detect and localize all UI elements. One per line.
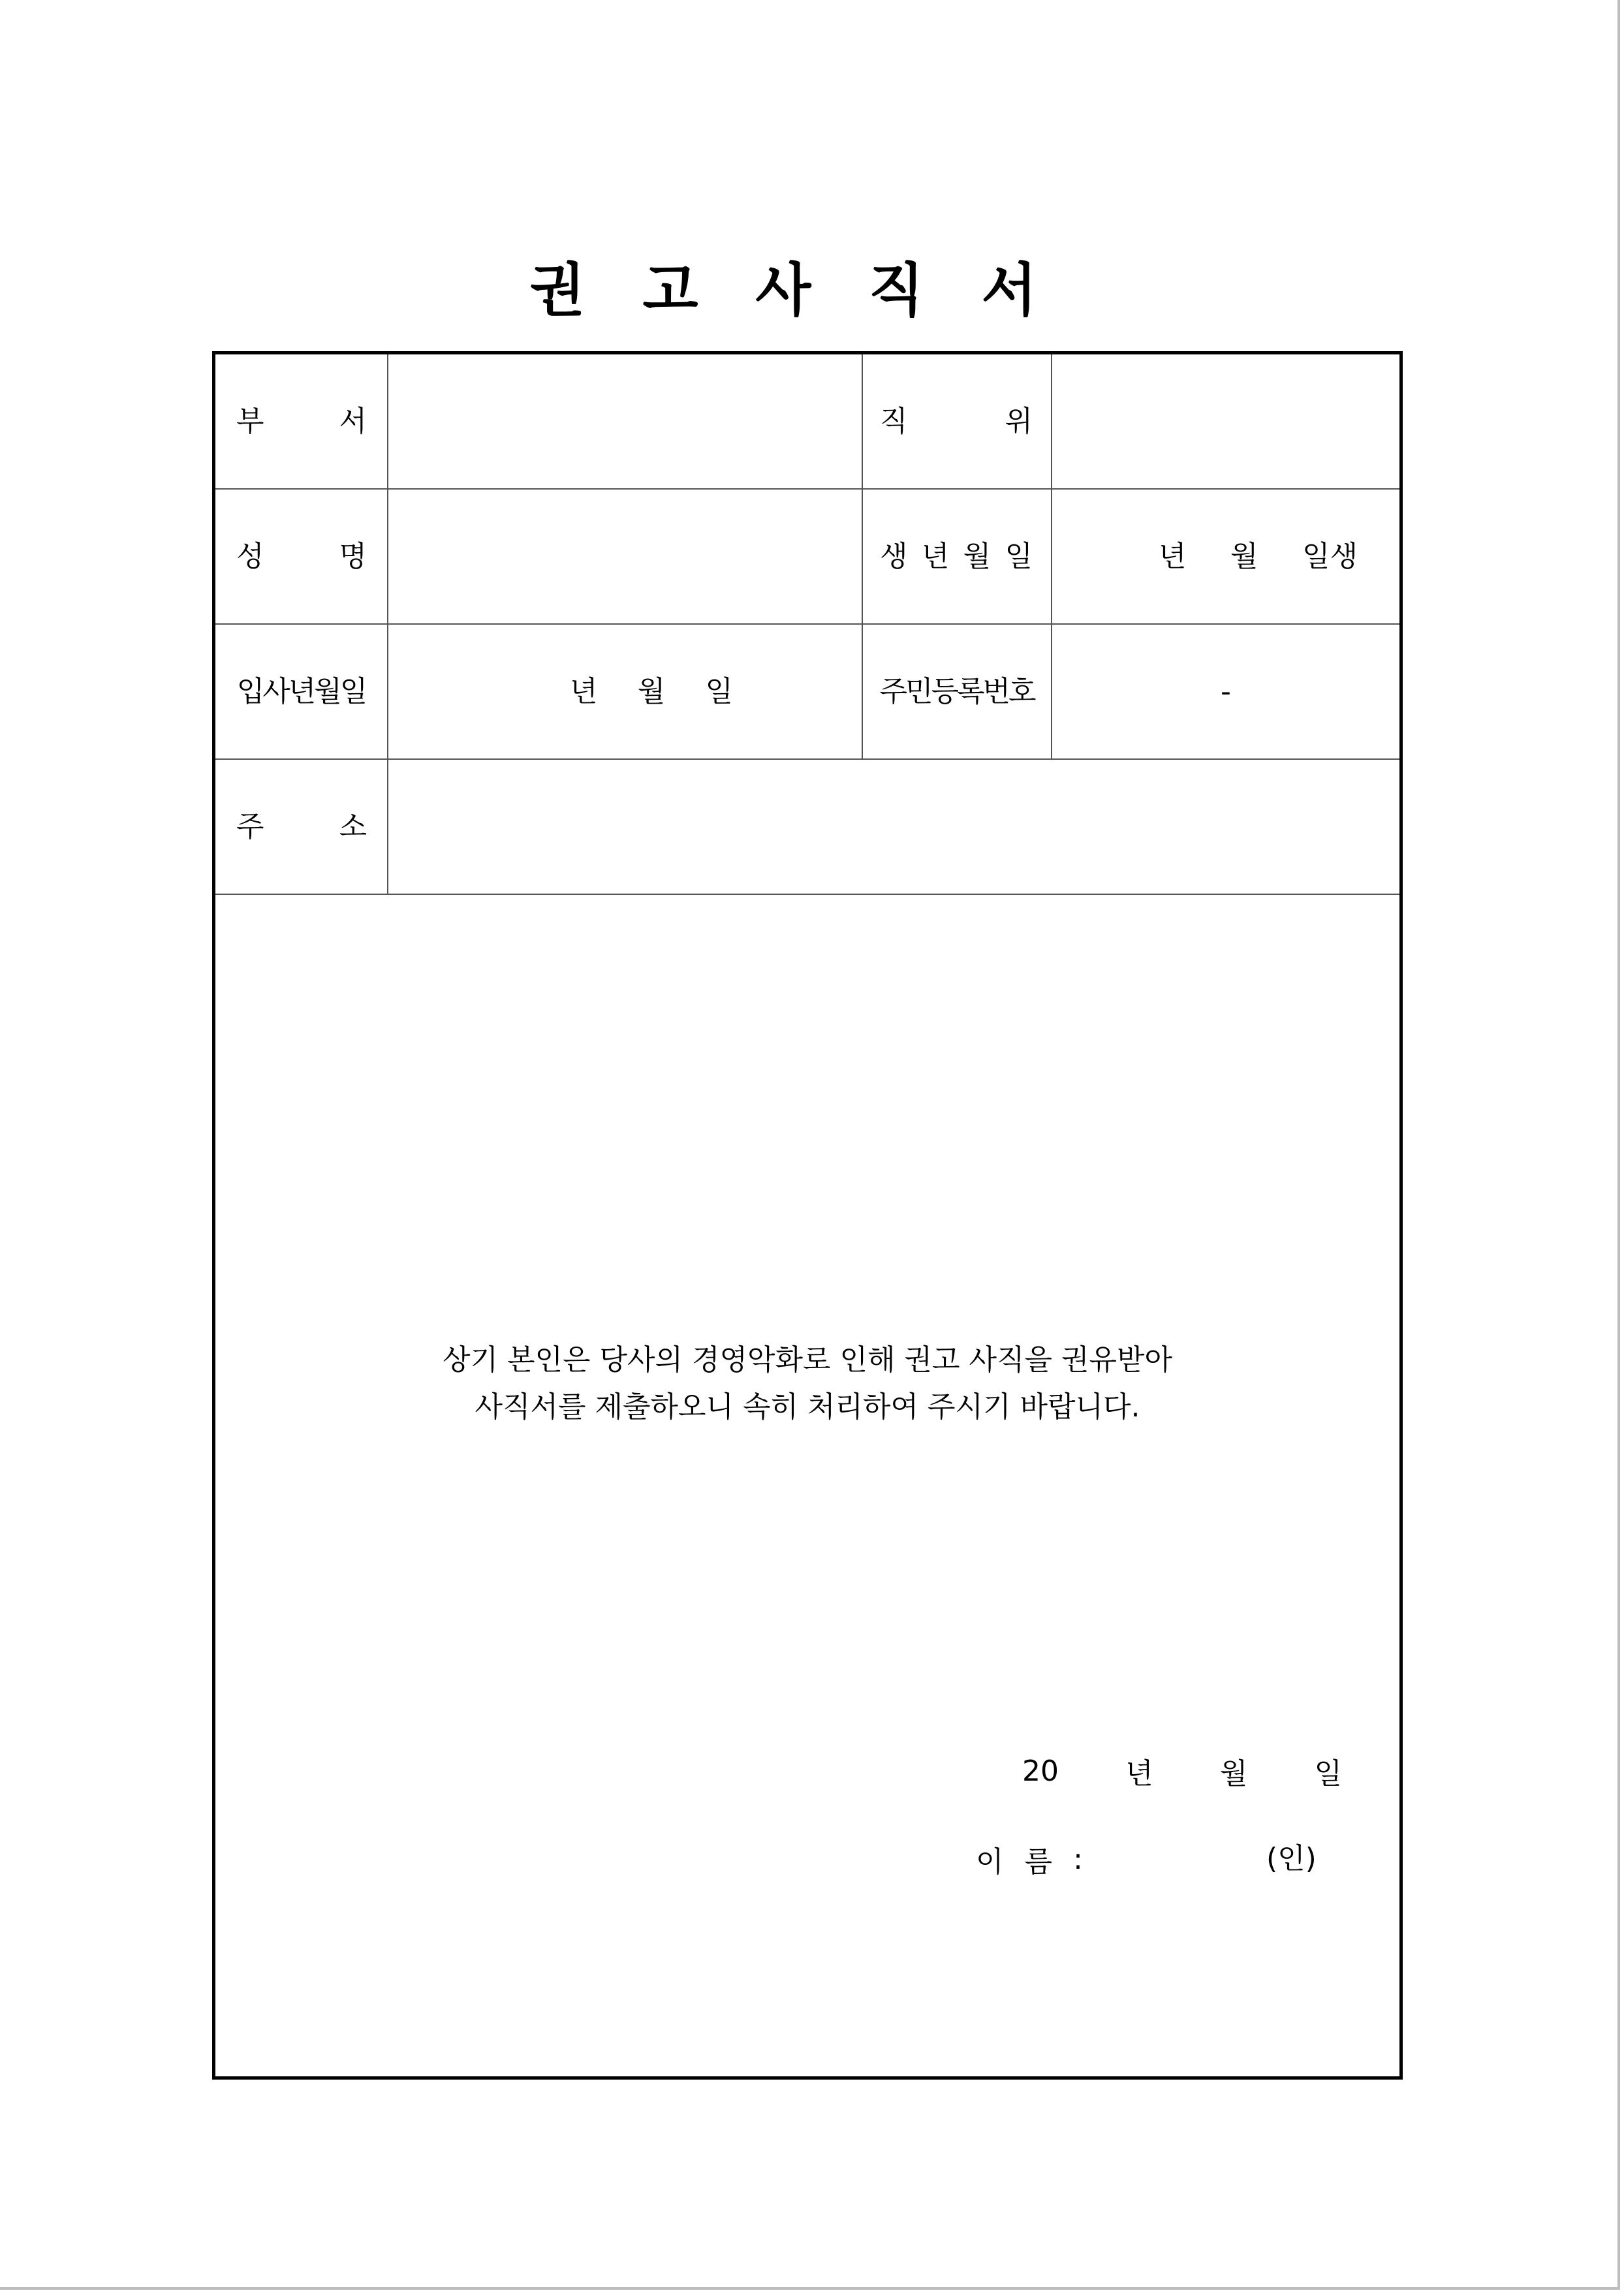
seal-mark: (인) — [1266, 1842, 1317, 1875]
join-date-field[interactable]: 년 월 일 — [570, 674, 733, 708]
department-field[interactable] — [388, 354, 860, 488]
resignation-form — [212, 351, 1403, 2080]
position-field[interactable] — [1052, 354, 1399, 488]
birth-date-label: 생 년 월 일 — [880, 539, 1033, 573]
address-label: 주 소 — [236, 809, 367, 843]
resident-number-label: 주민등록번호 — [879, 674, 1035, 708]
address-field[interactable] — [388, 760, 1399, 894]
submission-date[interactable]: 20 년 월 일 — [1022, 1754, 1342, 1790]
signature-label: 이 름 : — [976, 1842, 1083, 1879]
position-label: 직 위 — [880, 404, 1033, 438]
name-field[interactable] — [388, 490, 860, 623]
name-label: 성 명 — [236, 539, 367, 573]
join-date-label: 입사년월일 — [236, 674, 366, 708]
row-divider — [215, 894, 1399, 895]
birth-date-field[interactable]: 년 월 일생 — [1159, 539, 1358, 573]
resident-number-field[interactable]: - — [1221, 674, 1231, 708]
resignation-statement: 상기 본인은 당사의 경영악화로 인해 권고 사직을 권유받아 사직서를 제출하오니 속히 처리하여 주시기 바랍니다. — [443, 1343, 1172, 1424]
department-label: 부 서 — [236, 404, 367, 438]
signature-name-field[interactable] — [1093, 1839, 1270, 1879]
document-title: 권고사직서 — [529, 257, 1095, 324]
